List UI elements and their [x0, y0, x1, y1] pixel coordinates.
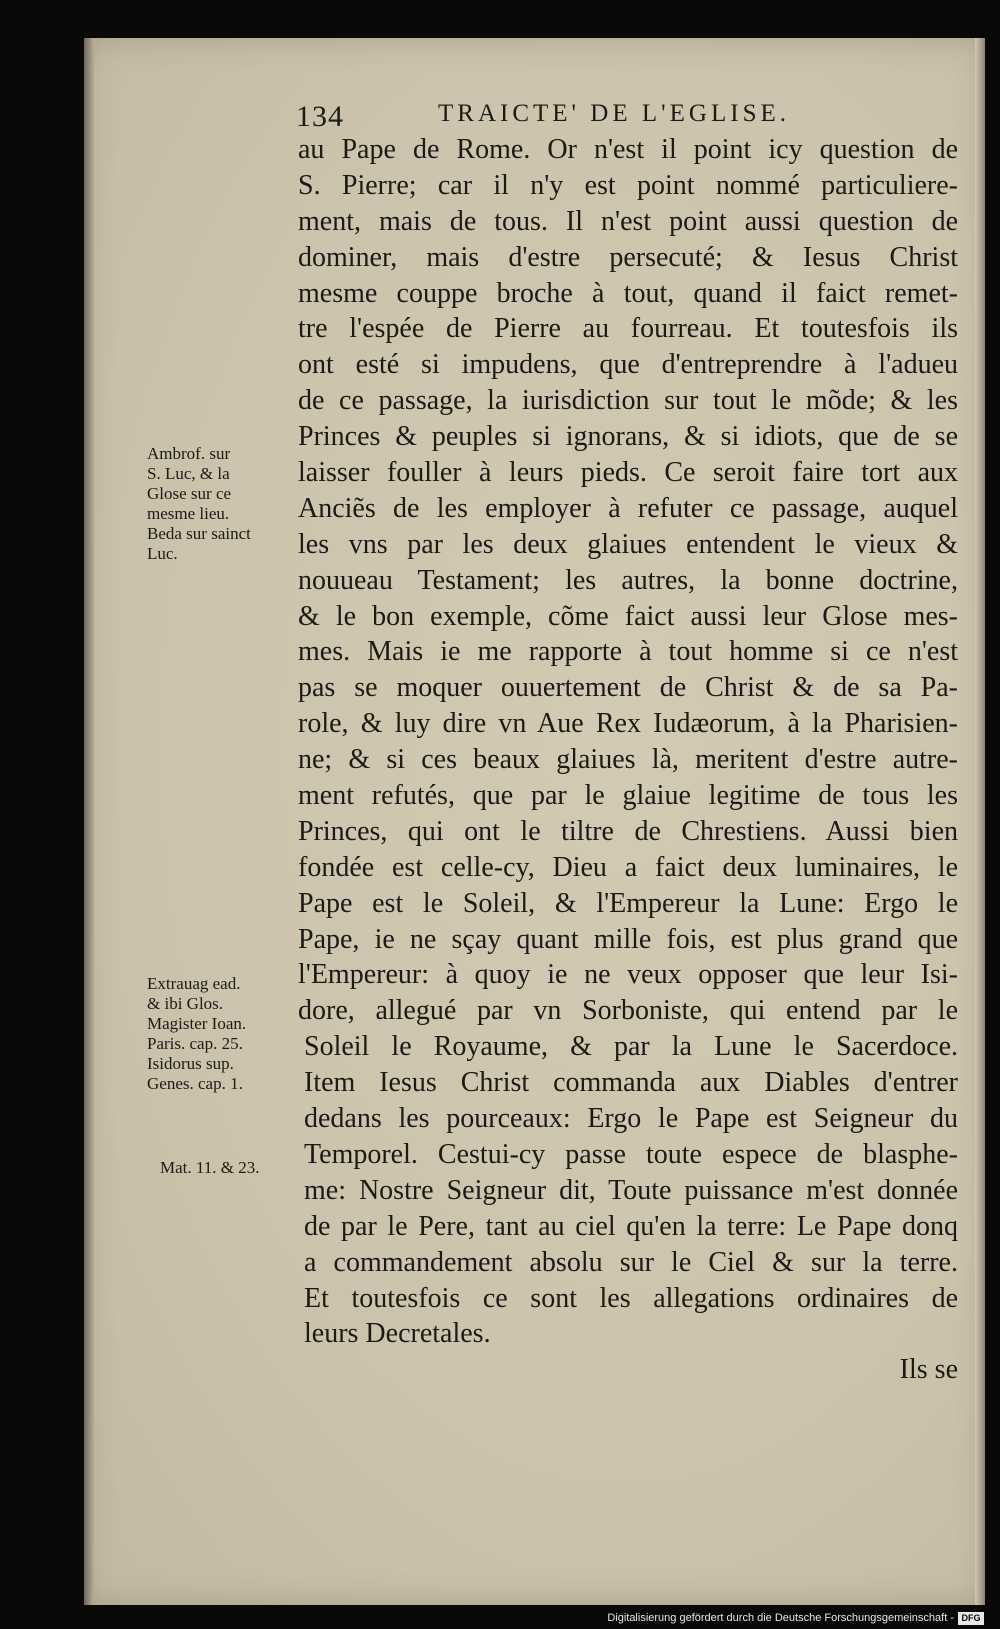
note-line: Beda sur sainct	[147, 524, 251, 543]
running-head	[296, 100, 836, 134]
note-line: Luc.	[147, 544, 178, 563]
marginal-note	[160, 1158, 259, 1178]
dfg-logo: DFG	[958, 1612, 984, 1625]
text-line: & le bon exemple, cõme faict aussi leur Glose mes-	[298, 600, 958, 632]
marginal-note	[147, 444, 251, 564]
digitization-footer	[0, 1608, 1000, 1629]
text-line: tre l'espée de Pierre au fourreau. Et toutesfois ils	[298, 313, 958, 345]
text-line: Princes & peuples si ignorans, & si idiots, que de se	[298, 421, 958, 453]
footer-credit: Digitalisierung gefördert durch die Deutsche Forschungsgemeinschaft -	[607, 1612, 954, 1624]
page-number: 134	[296, 100, 344, 133]
note-line: Mat. 11. & 23.	[160, 1158, 260, 1177]
text-line: fondée est celle-cy, Dieu a faict deux luminaires, le	[298, 851, 958, 883]
text-line: Et toutesfois ce sont les allegations ordinaires de	[304, 1282, 958, 1314]
text-line: dore, allegué par vn Sorboniste, qui entend par le	[298, 995, 958, 1027]
text-line: me: Nostre Seigneur dit, Toute puissance m'est donnée	[304, 1174, 958, 1206]
running-title: TRAICTE' DE L'EGLISE.	[438, 100, 790, 127]
text-line: ment refutés, que par le glaiue legitime de tous les	[298, 780, 958, 812]
text-line: Pape, ie ne sçay quant mille fois, est plus grand que	[298, 923, 958, 955]
text-line: nouueau Testament; les autres, la bonne doctrine,	[298, 564, 958, 596]
marginal-note	[147, 974, 246, 1094]
text-line: l'Empereur: à quoy ie ne veux opposer que leur Isi-	[298, 959, 958, 991]
text-line: pas se moquer ouuertement de Christ & de sa Pa-	[298, 672, 958, 704]
text-line: mes. Mais ie me rapporte à tout homme si ce n'est	[298, 636, 958, 668]
note-line: Glose sur ce	[147, 484, 232, 503]
text-line: Soleil le Royaume, & par la Lune le Sacerdoce.	[304, 1031, 958, 1063]
text-line: S. Pierre; car il n'y est point nommé particuliere-	[298, 169, 958, 201]
note-line: Extrauag ead.	[147, 974, 241, 993]
catchword: Ils se	[899, 1354, 958, 1386]
note-line: Ambrof. sur	[147, 444, 231, 463]
note-line: & ibi Glos.	[147, 994, 224, 1013]
page-edge-shadow	[975, 38, 985, 1605]
text-line: dedans les pourceaux: Ergo le Pape est Seigneur du	[304, 1103, 958, 1135]
text-line: dominer, mais d'estre persecuté; & Iesus Christ	[298, 241, 958, 273]
text-line: ment, mais de tous. Il n'est point aussi question de	[298, 205, 958, 237]
text-line: a commandement absolu sur le Ciel & sur la terre.	[304, 1246, 958, 1278]
text-line: les vns par les deux glaiues entendent le vieux &	[298, 528, 958, 560]
note-line: Magister Ioan.	[147, 1014, 247, 1033]
note-line: Genes. cap. 1.	[147, 1074, 243, 1093]
body-text	[298, 132, 958, 1388]
text-line: Princes, qui ont le tiltre de Chrestiens. Aussi bien	[298, 815, 958, 847]
text-line: Pape est le Soleil, & l'Empereur la Lune: Ergo le	[298, 887, 958, 919]
text-line: ne; & si ces beaux glaiues là, meritent d'estre autre-	[298, 744, 958, 776]
text-line: leurs Decretales.	[304, 1318, 491, 1350]
text-line: Temporel. Cestui-cy passe toute espece de blasphe-	[304, 1138, 958, 1170]
note-line: Isidorus sup.	[147, 1054, 234, 1073]
page-gutter-shadow	[84, 38, 94, 1605]
text-line: de ce passage, la iurisdiction sur tout le mõde; & les	[298, 385, 958, 417]
text-line: laisser fouller à leurs pieds. Ce seroit faire tort aux	[298, 457, 958, 489]
text-line: Item Iesus Christ commanda aux Diables d'entrer	[304, 1067, 958, 1099]
text-line: mesme couppe broche à tout, quand il faict remet-	[298, 277, 958, 309]
text-line: au Pape de Rome. Or n'est il point icy question de	[298, 134, 958, 165]
text-line: ont esté si impudens, que d'entreprendre à l'adueu	[298, 349, 958, 381]
note-line: S. Luc, & la	[147, 464, 230, 483]
text-line: role, & luy dire vn Aue Rex Iudæorum, à la Pharisien-	[298, 708, 958, 740]
note-line: Paris. cap. 25.	[147, 1034, 243, 1053]
text-line: de par le Pere, tant au ciel qu'en la terre: Le Pape donq	[304, 1210, 958, 1242]
text-line: Anciẽs de les employer à refuter ce passage, auquel	[298, 492, 958, 524]
note-line: mesme lieu.	[147, 504, 230, 523]
